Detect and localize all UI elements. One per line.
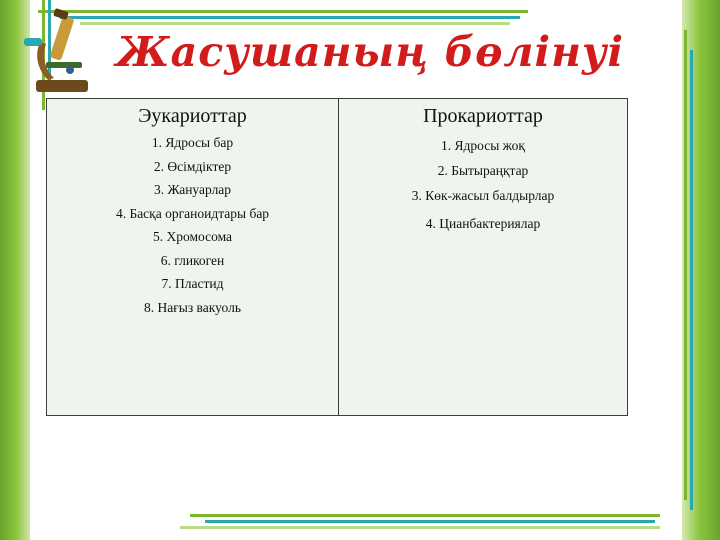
list-item: 6. гликоген bbox=[160, 252, 225, 268]
list-item: 2. Бытыраңқтар bbox=[437, 163, 529, 178]
prokaryotes-column bbox=[339, 99, 627, 415]
list-item: 5. Хромосома bbox=[152, 229, 233, 244]
prokaryotes-list bbox=[339, 133, 627, 236]
list-item: 3. Жануарлар bbox=[153, 182, 232, 197]
comparison-table bbox=[46, 98, 628, 416]
bottom-decor-line bbox=[205, 520, 655, 523]
eukaryotes-list bbox=[47, 131, 338, 319]
eukaryotes-column bbox=[47, 99, 339, 415]
list-item: 1. Ядросы жоқ bbox=[441, 138, 525, 153]
list-item: 2. Өсімдіктер bbox=[153, 158, 232, 174]
slide-title: Жасушаның бөлінуі bbox=[115, 28, 625, 76]
column-header: Прокариоттар bbox=[423, 105, 543, 127]
right-decor-line bbox=[690, 50, 693, 510]
right-decor-band bbox=[682, 0, 720, 540]
list-item: 7. Пластид bbox=[161, 276, 224, 291]
list-item: 8. Нағыз вакуоль bbox=[144, 299, 241, 315]
top-decor-line bbox=[38, 10, 528, 13]
list-item: 1. Ядросы бар bbox=[151, 135, 234, 150]
list-item: 4. Басқа органоидтары бар bbox=[115, 205, 270, 221]
bottom-decor-line bbox=[180, 526, 660, 529]
top-decor-line bbox=[80, 22, 510, 25]
top-decor-line bbox=[60, 16, 520, 19]
column-header: Эукариоттар bbox=[138, 105, 247, 127]
bottom-decor-line bbox=[190, 514, 660, 517]
right-decor-line bbox=[684, 30, 687, 500]
list-item: 3. Көк-жасыл балдырлар bbox=[411, 188, 555, 203]
list-item: 4. Цианбактериялар bbox=[425, 216, 541, 231]
microscope-icon bbox=[16, 8, 96, 98]
